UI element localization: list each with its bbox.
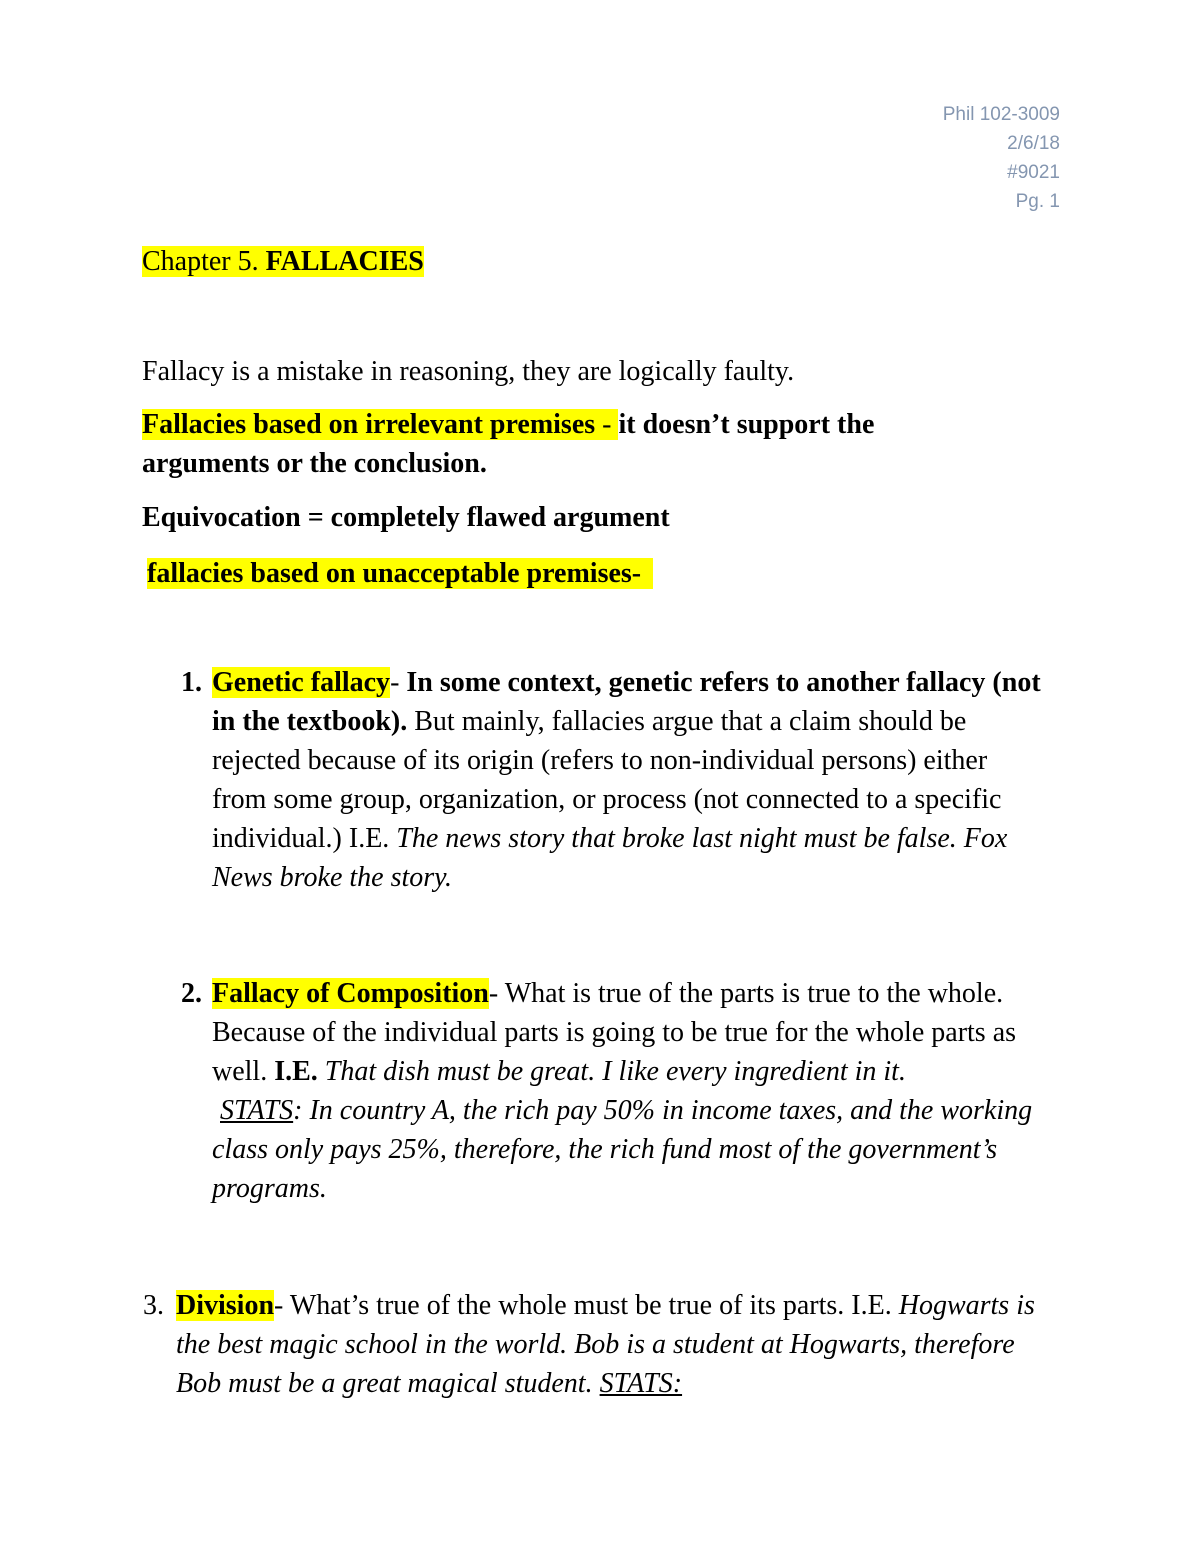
chapter-title (142, 244, 424, 280)
item-number: 3. (143, 1290, 164, 1321)
item-number: 1. (181, 667, 202, 698)
example-text: That dish must be great. I like every ingredient in it. (317, 1056, 906, 1087)
example-text: The news story that broke last night must be false. Fox News broke the story. (212, 823, 1008, 893)
item-number: 2. (181, 978, 202, 1009)
example-text: Hogwarts is the best magic school in the world. Bob is a student at Hogwarts, therefore Bob must be a great magical student. (176, 1290, 1035, 1399)
list-item-composition: 2. Fallacy of Composition- What is true of the parts is true to the whole. Because of the individual parts is going to be true for the whole parts as well. I.E. That dish must be great. I like every ingredient in it. STATS: In country A, the rich pay 50% in income taxes, and the working class only pays 25%, therefore, the rich fund most of the government’s programs. (142, 974, 1042, 1208)
unacceptable-premises-line: fallacies based on unacceptable premises- (147, 556, 653, 592)
list-item-division: 3. Division- What’s true of the whole must be true of its parts. I.E. Hogwarts is the best magic school in the world. Bob is a student at Hogwarts, therefore Bob must be a great magical student. STATS: (142, 1286, 1042, 1403)
stats-text: : In country A, the rich pay 50% in income taxes, and the working class only pays 25%, therefore, the rich fund most of the government’s programs. (212, 1095, 1033, 1204)
chapter-prefix: Chapter 5. (142, 246, 266, 277)
student-id: #9021 (1007, 162, 1060, 183)
equivocation-line: Equivocation = completely flawed argument (142, 502, 670, 533)
stats-label: STATS (220, 1095, 294, 1126)
term-genetic-fallacy: Genetic fallacy (212, 667, 391, 698)
term-fallacy-of-composition: Fallacy of Composition (212, 978, 489, 1009)
header-date: 2/6/18 (1007, 133, 1060, 154)
irrelevant-premises-continuation: arguments or the conclusion. (142, 448, 487, 479)
intro-paragraph: Fallacy is a mistake in reasoning, they are logically faulty. (142, 356, 795, 387)
page-number: Pg. 1 (1015, 191, 1060, 212)
irrelevant-premises-highlight: Fallacies based on irrelevant premises - (142, 409, 619, 440)
stats-label: STATS: (599, 1368, 683, 1399)
list-item-genetic: 1. Genetic fallacy- In some context, genetic refers to another fallacy (not in the textbook). But mainly, fallacies argue that a claim should be rejected because of its origin (refers to non-individual persons) either from some group, organization, or process (not connected to a specific individual.) I.E. The news story that broke last night must be false. Fox News broke the story. (142, 663, 1042, 897)
chapter-title-main: FALLACIES (265, 246, 424, 277)
irrelevant-premises-line: Fallacies based on irrelevant premises - it doesn’t support the (142, 409, 875, 440)
course-code: Phil 102-3009 (942, 104, 1060, 125)
term-division: Division (176, 1290, 275, 1321)
page-header (943, 100, 1060, 216)
